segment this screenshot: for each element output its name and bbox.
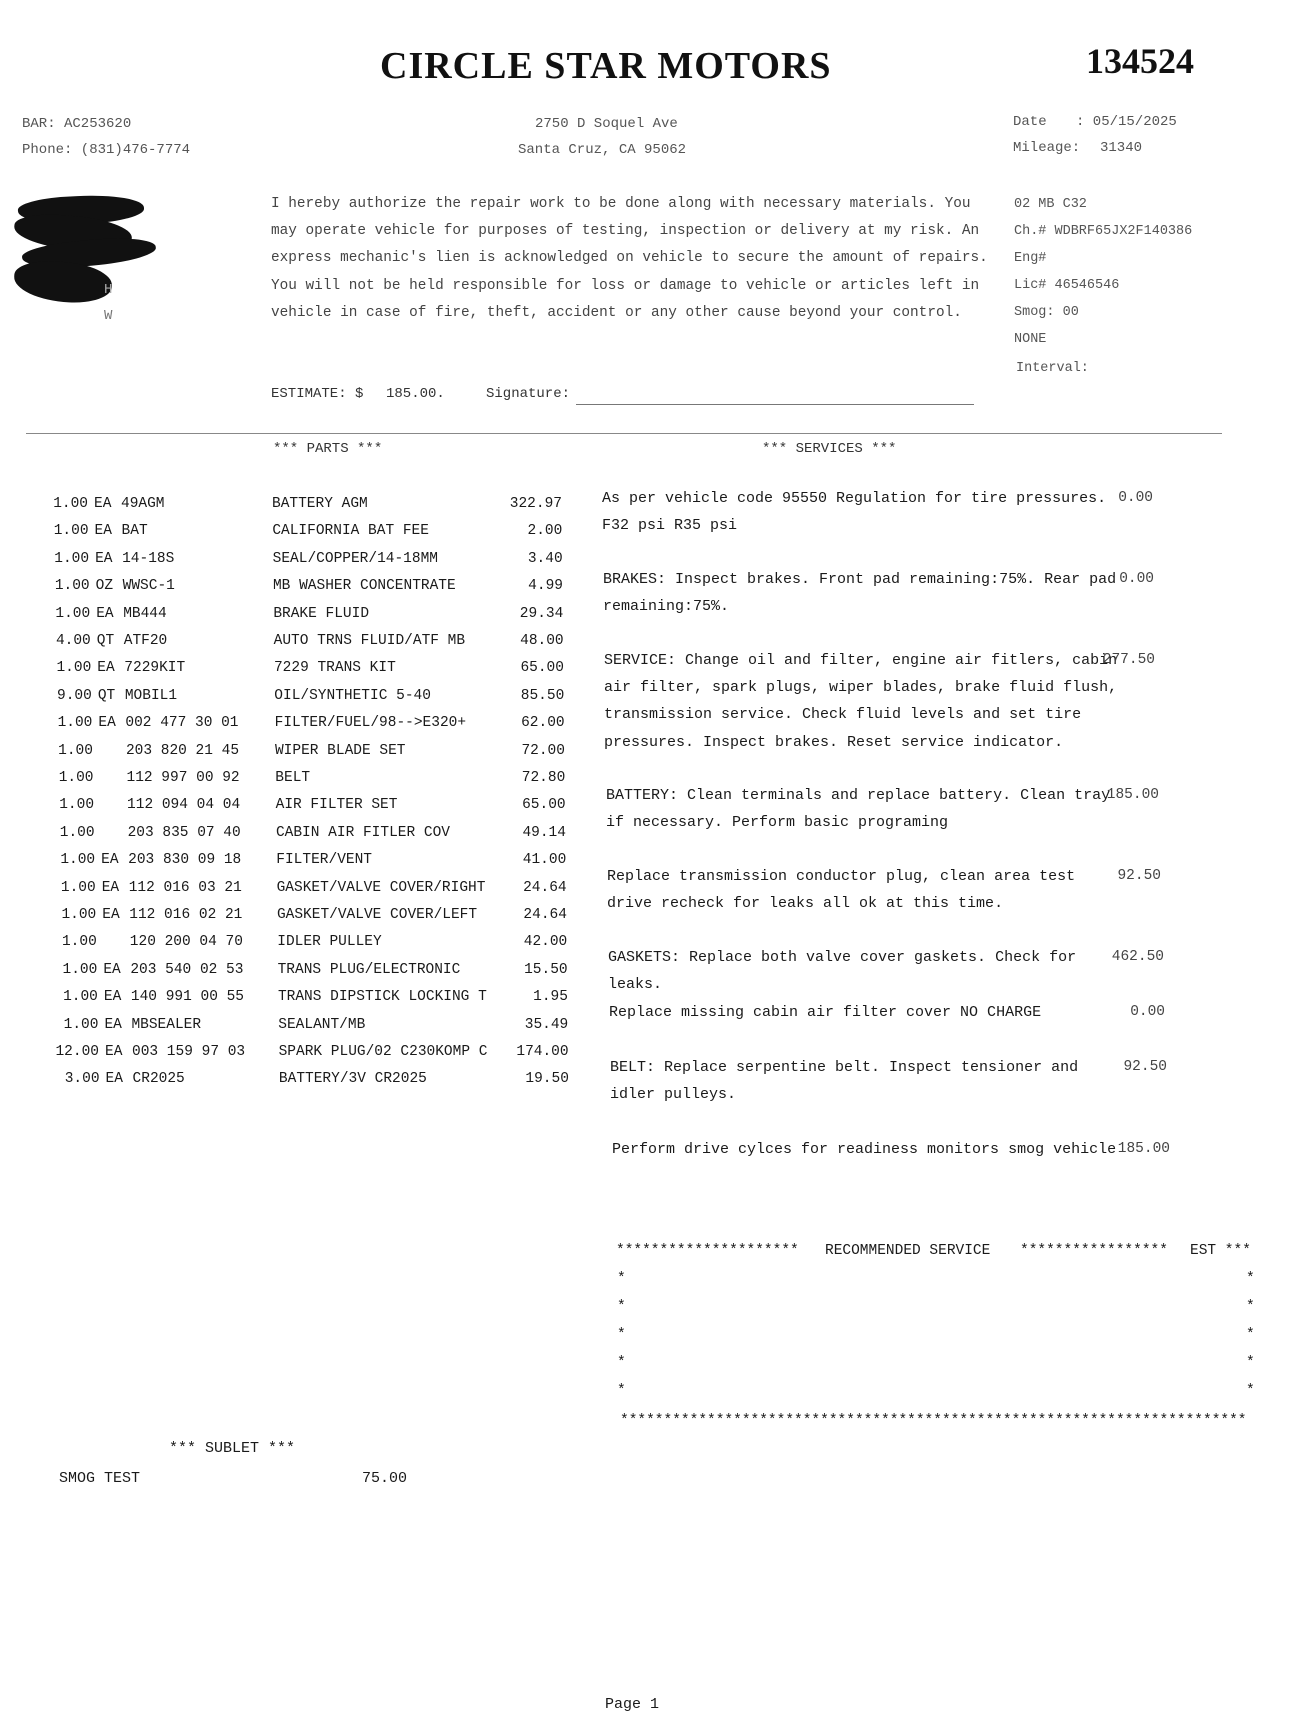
part-description: SEALANT/MB — [278, 1016, 366, 1033]
section-divider — [26, 433, 1222, 434]
address-line1: 2750 D Soquel Ave — [535, 116, 678, 132]
part-code: 003 159 97 03 — [132, 1044, 246, 1060]
part-code: 203 835 07 40 — [127, 824, 241, 841]
part-price: 49.14 — [522, 824, 566, 841]
parts-row — [0, 738, 580, 765]
service-amount: 0.00 — [1118, 490, 1153, 506]
part-unit: EA — [96, 605, 114, 622]
recommended-star: * — [617, 1355, 626, 1371]
recommended-stars-left: ********************* — [616, 1243, 799, 1259]
part-price: 29.34 — [519, 605, 564, 622]
part-code: 140 991 00 55 — [130, 989, 245, 1006]
part-qty: 1.00 — [58, 770, 94, 786]
parts-row — [0, 957, 580, 984]
part-code: ATF20 — [123, 633, 168, 649]
date-label: Date — [1013, 114, 1047, 130]
address-line2: Santa Cruz, CA 95062 — [518, 142, 687, 158]
part-price: 4.99 — [528, 578, 563, 595]
part-unit: OZ — [95, 578, 114, 595]
part-code: 112 094 04 04 — [127, 797, 241, 814]
parts-row — [0, 655, 580, 682]
part-qty: 1.00 — [61, 907, 97, 923]
parts-row — [0, 792, 580, 819]
part-code: 49AGM — [121, 496, 165, 512]
part-unit — [103, 929, 133, 956]
sublet-amount: 75.00 — [362, 1470, 408, 1487]
part-unit: EA — [105, 1044, 123, 1060]
part-price: 48.00 — [520, 633, 564, 649]
parts-row — [0, 820, 580, 847]
parts-row — [0, 1039, 580, 1066]
vehicle-license: Lic# 46546546 — [1014, 278, 1120, 293]
company-name: CIRCLE STAR MOTORS — [380, 45, 832, 87]
parts-row — [0, 1012, 580, 1039]
part-code: 203 820 21 45 — [125, 742, 240, 759]
part-unit: EA — [98, 715, 116, 732]
part-description: SEAL/COPPER/14-18MM — [272, 550, 438, 567]
part-code: MB444 — [123, 605, 167, 622]
mileage-value: 31340 — [1100, 140, 1143, 156]
part-unit: EA — [105, 1071, 123, 1088]
parts-row — [0, 573, 580, 600]
parts-row — [0, 1066, 580, 1093]
service-description: BRAKES: Inspect brakes. Front pad remaining:75%. Rear pad remaining:75%. — [603, 571, 1117, 616]
part-unit — [101, 820, 131, 847]
part-price: 72.00 — [521, 742, 565, 759]
parts-row — [0, 929, 580, 956]
part-price: 62.00 — [521, 715, 565, 732]
part-description: BATTERY AGM — [272, 496, 368, 512]
part-description: MB WASHER CONCENTRATE — [272, 578, 456, 595]
part-description: CALIFORNIA BAT FEE — [272, 523, 429, 540]
part-description: TRANS PLUG/ELECTRONIC — [277, 961, 461, 978]
recommended-star: * — [1246, 1383, 1255, 1399]
part-unit — [100, 765, 130, 792]
part-code: 112 016 03 21 — [128, 879, 242, 896]
service-amount: 462.50 — [1111, 949, 1164, 965]
recommended-stars-right: ***************** — [1020, 1243, 1168, 1259]
part-price: 3.40 — [527, 550, 563, 567]
part-qty: 1.00 — [56, 660, 92, 677]
part-qty: 1.00 — [60, 879, 96, 896]
parts-row — [0, 601, 580, 628]
part-price: 1.95 — [533, 989, 568, 1006]
part-price: 15.50 — [524, 961, 568, 978]
recommended-star: * — [1246, 1327, 1255, 1343]
part-unit: QT — [97, 687, 116, 704]
part-code: 002 477 30 01 — [125, 715, 239, 732]
part-description: GASKET/VALVE COVER/RIGHT — [276, 879, 486, 896]
parts-row — [0, 710, 580, 737]
service-amount: 277.50 — [1102, 652, 1155, 668]
parts-row — [0, 546, 580, 573]
parts-row — [0, 518, 580, 545]
part-code: MOBIL1 — [124, 687, 178, 704]
part-price: 19.50 — [525, 1071, 569, 1088]
part-qty: 1.00 — [59, 824, 95, 841]
mileage-label: Mileage: — [1013, 140, 1081, 156]
service-amount: 0.00 — [1119, 571, 1154, 587]
part-qty: 1.00 — [55, 605, 91, 622]
part-code: 14-18S — [122, 550, 175, 567]
vehicle-engine: Eng# — [1014, 251, 1047, 266]
part-code: 112 997 00 92 — [126, 770, 240, 786]
part-price: 24.64 — [523, 879, 567, 896]
part-qty: 1.00 — [62, 961, 98, 978]
part-description: TRANS DIPSTICK LOCKING T — [277, 989, 487, 1006]
parts-row — [0, 875, 580, 902]
part-description: BELT — [275, 770, 311, 786]
part-description: BATTERY/3V CR2025 — [278, 1071, 427, 1088]
part-price: 41.00 — [522, 852, 567, 869]
recommended-star: * — [617, 1299, 626, 1315]
recommended-est: EST *** — [1190, 1243, 1251, 1259]
part-qty: 1.00 — [63, 989, 98, 1006]
vehicle-smog: Smog: 00 — [1014, 305, 1079, 320]
part-description: FILTER/VENT — [276, 852, 372, 869]
parts-row — [0, 984, 580, 1011]
recommended-star: * — [1246, 1271, 1255, 1287]
parts-row — [0, 491, 580, 518]
parts-row — [0, 628, 580, 655]
recommended-star: * — [617, 1271, 626, 1287]
part-unit: EA — [97, 660, 115, 677]
service-description: Perform drive cylces for readiness monitors smog vehicle — [612, 1141, 1117, 1158]
part-price: 174.00 — [516, 1044, 569, 1060]
vehicle-chassis: Ch.# WDBRF65JX2F140386 — [1014, 224, 1193, 239]
recommended-star: * — [617, 1327, 626, 1343]
part-qty: 1.00 — [53, 496, 88, 512]
recommended-star: * — [1246, 1355, 1255, 1371]
vehicle-none: NONE — [1014, 332, 1047, 347]
part-description: CABIN AIR FITLER COV — [275, 824, 450, 841]
part-unit: QT — [96, 633, 115, 649]
service-description: GASKETS: Replace both valve cover gaskets. Check for leaks. — [608, 949, 1077, 994]
part-unit: EA — [94, 523, 112, 540]
redaction-mark — [13, 259, 113, 304]
part-unit: EA — [104, 1016, 122, 1033]
part-qty: 12.00 — [55, 1044, 99, 1060]
part-qty: 1.00 — [53, 523, 89, 540]
part-unit — [100, 792, 130, 819]
parts-table — [0, 491, 580, 1111]
part-description: IDLER PULLEY — [277, 934, 382, 951]
part-price: 24.64 — [523, 907, 567, 923]
part-code: 112 016 02 21 — [129, 907, 243, 923]
part-description: WIPER BLADE SET — [274, 742, 406, 759]
customer-phone-w-label: W — [104, 308, 113, 324]
vehicle-interval: Interval: — [1016, 361, 1089, 376]
parts-row — [0, 765, 580, 792]
date-value: : 05/15/2025 — [1076, 114, 1177, 130]
sublet-item: SMOG TEST — [59, 1470, 141, 1487]
part-price: 322.97 — [509, 496, 562, 512]
service-amount: 185.00 — [1117, 1141, 1170, 1157]
parts-row — [0, 683, 580, 710]
service-description: BATTERY: Clean terminals and replace battery. Clean tray if necessary. Perform basic programing — [606, 787, 1111, 832]
signature-line — [576, 404, 974, 405]
authorization-text: I hereby authorize the repair work to be done along with necessary materials. You may operate vehicle for purposes of testing, inspection or delivery at my risk. An express mechanic's lien is acknowledged on vehicle to secure the amount of repairs. You will not be held responsible for loss or damage to vehicle or articles left in vehicle in case of fire, theft, accident or any other cause beyond your control. — [271, 196, 988, 321]
part-unit: EA — [101, 879, 120, 896]
part-description: SPARK PLUG/02 C230KOMP C — [278, 1044, 488, 1060]
part-price: 72.80 — [521, 770, 566, 786]
part-description: FILTER/FUEL/98-->E320+ — [274, 715, 467, 732]
service-amount: 92.50 — [1123, 1059, 1167, 1075]
part-qty: 1.00 — [54, 550, 90, 567]
part-qty: 9.00 — [57, 687, 92, 704]
service-description: SERVICE: Change oil and filter, engine air fitlers, cabin air filter, spark plugs, wiper blades, brake fluid flush, transmission service. Check fluid levels and set tire pressures. Inspect brakes. Reset service indicator. — [604, 652, 1118, 751]
recommended-title: RECOMMENDED SERVICE — [825, 1243, 991, 1259]
part-unit: EA — [94, 496, 112, 512]
part-qty: 1.00 — [59, 797, 95, 814]
part-unit: EA — [103, 989, 122, 1006]
part-qty: 1.00 — [61, 934, 97, 951]
part-price: 2.00 — [527, 523, 563, 540]
estimate-value: 185.00. — [386, 386, 445, 402]
part-qty: 1.00 — [60, 852, 96, 869]
part-qty: 4.00 — [55, 633, 91, 649]
service-description: Replace missing cabin air filter cover NO CHARGE — [609, 1004, 1042, 1021]
invoice-number: 134524 — [1086, 41, 1194, 81]
service-description: BELT: Replace serpentine belt. Inspect tensioner and idler pulleys. — [610, 1059, 1079, 1104]
recommended-star: * — [617, 1383, 626, 1399]
part-code: 203 540 02 53 — [130, 961, 244, 978]
recommended-star: * — [1246, 1299, 1255, 1315]
part-description: OIL/SYNTHETIC 5-40 — [274, 687, 431, 704]
shop-phone: Phone: (831)476-7774 — [22, 142, 191, 158]
part-code: 7229KIT — [124, 660, 186, 677]
part-price: 35.49 — [524, 1016, 569, 1033]
service-amount: 0.00 — [1130, 1004, 1165, 1020]
part-price: 42.00 — [523, 934, 568, 951]
signature-label: Signature: — [486, 386, 571, 402]
parts-row — [0, 902, 580, 929]
service-description: As per vehicle code 95550 Regulation for tire pressures. F32 psi R35 psi — [602, 490, 1107, 535]
part-qty: 1.00 — [57, 715, 93, 732]
part-unit — [99, 738, 129, 765]
part-description: 7229 TRANS KIT — [273, 660, 396, 677]
part-code: CR2025 — [132, 1071, 185, 1088]
part-price: 85.50 — [520, 687, 565, 704]
part-code: BAT — [121, 523, 148, 540]
part-description: AUTO TRNS FLUID/ATF MB — [273, 633, 466, 649]
part-code: 203 830 09 18 — [128, 852, 242, 869]
part-qty: 1.00 — [58, 742, 93, 759]
part-price: 65.00 — [522, 797, 566, 814]
part-unit: EA — [101, 852, 119, 869]
part-qty: 1.00 — [54, 578, 90, 595]
part-unit: EA — [103, 961, 121, 978]
part-code: 120 200 04 70 — [129, 934, 243, 951]
part-code: MBSEALER — [131, 1016, 202, 1033]
part-unit: EA — [95, 550, 113, 567]
part-price: 65.00 — [520, 660, 564, 677]
sublet-heading: *** SUBLET *** — [169, 1440, 296, 1457]
customer-phone-h-label: H — [104, 282, 113, 298]
part-unit: EA — [102, 907, 120, 923]
services-heading: *** SERVICES *** — [762, 441, 897, 457]
part-code: WWSC-1 — [122, 578, 175, 595]
recommended-bottom-border: ************************************************************************ — [620, 1413, 1247, 1429]
estimate-label: ESTIMATE: $ — [271, 386, 364, 402]
part-description: BRAKE FLUID — [273, 605, 370, 622]
service-amount: 185.00 — [1106, 787, 1159, 803]
parts-row — [0, 847, 580, 874]
part-description: GASKET/VALVE COVER/LEFT — [276, 907, 478, 923]
parts-heading: *** PARTS *** — [273, 441, 383, 457]
service-amount: 92.50 — [1117, 868, 1161, 884]
vehicle-model: 02 MB C32 — [1014, 197, 1087, 212]
service-description: Replace transmission conductor plug, clean area test drive recheck for leaks all ok at this time. — [607, 868, 1076, 913]
part-qty: 3.00 — [64, 1071, 100, 1088]
part-description: AIR FILTER SET — [275, 797, 398, 814]
page-number: Page 1 — [605, 1696, 660, 1713]
bar-number: BAR: AC253620 — [22, 116, 132, 132]
part-qty: 1.00 — [63, 1016, 99, 1033]
